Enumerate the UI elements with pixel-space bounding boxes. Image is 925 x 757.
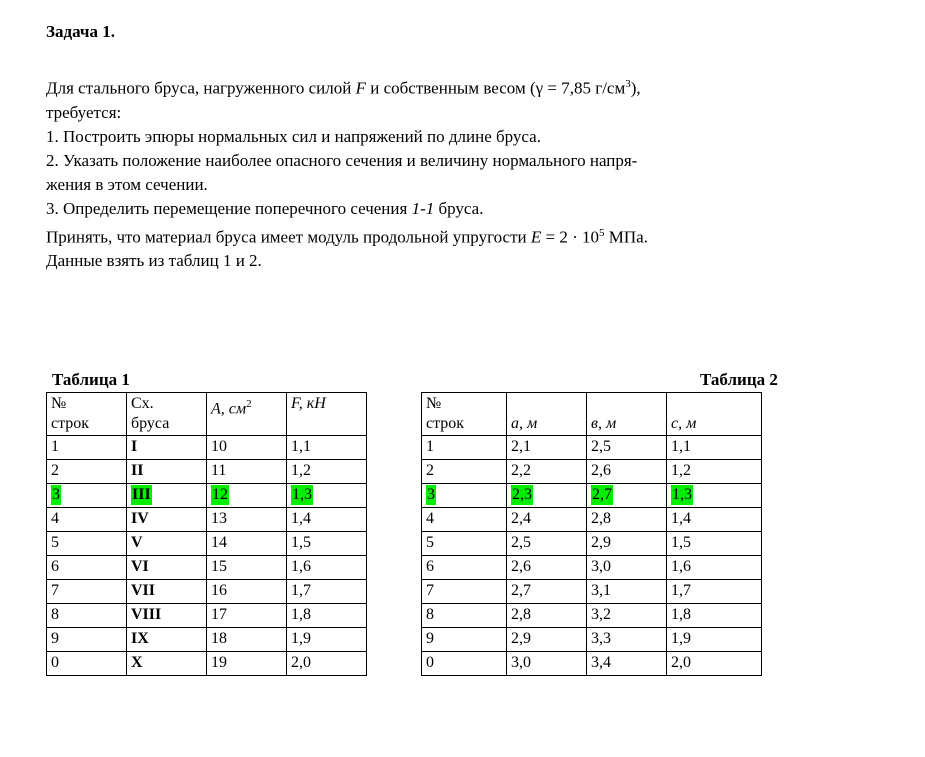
t2-cell-c: 2,0 — [667, 652, 762, 676]
t1-cell-row-number: 5 — [47, 532, 127, 556]
tables-separator — [367, 460, 422, 484]
t2-cell-c — [667, 484, 762, 508]
t1-cell-area-value: 12 — [212, 486, 228, 503]
t1-cell-force: 1,8 — [287, 604, 367, 628]
t2-header-v — [587, 393, 667, 436]
t2-cell-c: 1,5 — [667, 532, 762, 556]
t1-header-scheme-line2: бруса — [131, 415, 170, 432]
statement-line-4: 2. Указать положение наиболее опасного сечения и величину нормального напря- — [46, 150, 638, 170]
statement-line-8: Данные взять из таблиц 1 и 2. — [46, 251, 262, 271]
t1-header-force-line1: F, кН — [291, 395, 326, 412]
t2-cell-a: 2,5 — [507, 532, 587, 556]
t2-header-c — [667, 393, 762, 436]
t2-cell-row-number — [422, 484, 507, 508]
t1-header-area — [207, 393, 287, 436]
statement-line-7-part-c: МПа. — [604, 227, 648, 247]
t2-cell-a — [507, 484, 587, 508]
statement-line-1-part-b: и собственным весом (γ = 7,85 г/см — [365, 78, 626, 98]
t1-cell-scheme: II — [127, 460, 207, 484]
t2-cell-c: 1,8 — [667, 604, 762, 628]
t1-cell-area: 11 — [207, 460, 287, 484]
t1-cell-row-number: 1 — [47, 436, 127, 460]
statement-line-6 — [46, 197, 896, 221]
t1-header-force — [287, 393, 367, 436]
table-row — [47, 532, 762, 556]
t2-header-a — [507, 393, 587, 436]
t1-cell-force: 1,4 — [287, 508, 367, 532]
t1-cell-force: 2,0 — [287, 652, 367, 676]
table-header-row — [47, 393, 762, 436]
table-row — [47, 436, 762, 460]
t2-cell-v: 2,6 — [587, 460, 667, 484]
t1-cell-area: 18 — [207, 628, 287, 652]
tables-separator — [367, 580, 422, 604]
table-row — [47, 604, 762, 628]
t1-cell-scheme: I — [127, 436, 207, 460]
t2-cell-row-number: 7 — [422, 580, 507, 604]
t1-cell-area: 15 — [207, 556, 287, 580]
t1-cell-scheme — [127, 484, 207, 508]
t2-cell-row-number: 1 — [422, 436, 507, 460]
t1-cell-force: 1,2 — [287, 460, 367, 484]
table-row — [47, 580, 762, 604]
statement-line-6-part-a: 3. Определить перемещение поперечного сечения — [46, 198, 412, 218]
statement-line-7-part-b: = 2 · 10 — [541, 227, 600, 247]
t1-cell-scheme: IX — [127, 628, 207, 652]
t1-cell-row-number: 6 — [47, 556, 127, 580]
statement-line-6-part-b: бруса. — [434, 198, 484, 218]
t2-cell-row-number: 0 — [422, 652, 507, 676]
statement-line-7 — [46, 221, 896, 250]
table-row — [47, 508, 762, 532]
t1-cell-row-number: 7 — [47, 580, 127, 604]
t1-cell-area: 10 — [207, 436, 287, 460]
t1-cell-scheme-value: III — [132, 486, 151, 503]
t2-cell-v — [587, 484, 667, 508]
t2-cell-v: 2,9 — [587, 532, 667, 556]
statement-line-1 — [46, 72, 896, 101]
table-row-highlighted — [47, 484, 762, 508]
t2-cell-v: 3,4 — [587, 652, 667, 676]
t2-cell-row-number: 2 — [422, 460, 507, 484]
statement-line-1-part-a: Для стального бруса, нагруженного силой — [46, 78, 356, 98]
t2-cell-v-value: 2,7 — [592, 486, 612, 503]
t1-cell-row-number: 0 — [47, 652, 127, 676]
t1-cell-row-number: 8 — [47, 604, 127, 628]
tables-separator — [367, 484, 422, 508]
t2-header-c-line1: c, м — [671, 415, 697, 432]
t1-header-scheme-line1: Сх. — [131, 395, 154, 412]
tables-separator — [367, 652, 422, 676]
t1-cell-row-number: 2 — [47, 460, 127, 484]
statement-line-5: жения в этом сечении. — [46, 174, 208, 194]
statement-line-1-part-c: ), — [630, 78, 641, 98]
t2-cell-c-value: 1,3 — [672, 486, 692, 503]
t1-cell-row-number: 4 — [47, 508, 127, 532]
t1-header-row-number — [47, 393, 127, 436]
t2-cell-a: 2,4 — [507, 508, 587, 532]
t1-cell-row-number-value: 3 — [52, 486, 60, 503]
t1-cell-force — [287, 484, 367, 508]
t1-cell-area: 14 — [207, 532, 287, 556]
t1-cell-force: 1,6 — [287, 556, 367, 580]
statement-line-1-superscript: 3 — [625, 78, 631, 90]
t2-cell-a: 2,2 — [507, 460, 587, 484]
symbol-force-F: F — [355, 78, 366, 98]
t2-header-row-number-line2: строк — [426, 415, 465, 432]
statement-line-3: 1. Построить эпюры нормальных сил и напряжений по длине бруса. — [46, 126, 541, 146]
t2-header-a-line1: a, м — [511, 415, 538, 432]
tables-separator — [367, 628, 422, 652]
statement-line-7-superscript: 5 — [599, 226, 605, 239]
t1-header-row-number-line1: № — [51, 395, 67, 412]
table-row — [47, 556, 762, 580]
table-row — [47, 652, 762, 676]
t2-cell-c: 1,2 — [667, 460, 762, 484]
t2-header-v-line1: в, м — [591, 415, 617, 432]
t2-cell-v: 3,3 — [587, 628, 667, 652]
symbol-modulus-E: E — [530, 227, 542, 247]
t2-cell-c: 1,7 — [667, 580, 762, 604]
t1-cell-row-number: 9 — [47, 628, 127, 652]
t1-cell-area: 13 — [207, 508, 287, 532]
t1-cell-area — [207, 484, 287, 508]
t2-cell-row-number: 5 — [422, 532, 507, 556]
tables-separator — [367, 508, 422, 532]
t1-cell-scheme: VI — [127, 556, 207, 580]
t2-header-row-number-line1: № — [426, 395, 442, 412]
tables-container — [46, 392, 886, 676]
t2-cell-row-number: 6 — [422, 556, 507, 580]
t2-cell-a: 3,0 — [507, 652, 587, 676]
t2-cell-row-number-value: 3 — [427, 486, 435, 503]
t1-cell-force-value: 1,3 — [292, 486, 312, 503]
t2-cell-v: 3,1 — [587, 580, 667, 604]
t1-cell-area: 17 — [207, 604, 287, 628]
t1-cell-force: 1,9 — [287, 628, 367, 652]
t2-cell-a: 2,1 — [507, 436, 587, 460]
t1-header-area-sup: 2 — [246, 398, 252, 410]
t1-header-row-number-line2: строк — [51, 415, 90, 432]
table-1-caption: Таблица 1 — [52, 370, 130, 389]
table-row — [47, 628, 762, 652]
t1-cell-scheme: VIII — [127, 604, 207, 628]
t2-cell-a: 2,6 — [507, 556, 587, 580]
t2-cell-a-value: 2,3 — [512, 486, 532, 503]
t2-cell-row-number: 4 — [422, 508, 507, 532]
t1-cell-scheme: V — [127, 532, 207, 556]
t1-cell-force: 1,5 — [287, 532, 367, 556]
t2-cell-a: 2,8 — [507, 604, 587, 628]
t2-header-row-number — [422, 393, 507, 436]
table-2-caption: Таблица 2 — [700, 370, 778, 389]
t1-cell-force: 1,1 — [287, 436, 367, 460]
data-tables — [46, 392, 762, 676]
tables-separator — [367, 604, 422, 628]
tables-separator — [367, 532, 422, 556]
t2-cell-c: 1,4 — [667, 508, 762, 532]
t2-cell-v: 2,5 — [587, 436, 667, 460]
tables-separator — [367, 556, 422, 580]
section-label-1-1: 1-1 — [411, 198, 435, 218]
tables-separator — [367, 393, 422, 436]
t1-cell-scheme: VII — [127, 580, 207, 604]
t2-cell-row-number: 9 — [422, 628, 507, 652]
t1-cell-force: 1,7 — [287, 580, 367, 604]
t1-cell-scheme: IV — [127, 508, 207, 532]
t2-cell-v: 3,0 — [587, 556, 667, 580]
page-title: Задача 1. — [46, 22, 115, 41]
t1-cell-scheme: X — [127, 652, 207, 676]
t1-header-area-line1 — [211, 394, 282, 419]
t2-cell-a: 2,7 — [507, 580, 587, 604]
t2-cell-v: 2,8 — [587, 508, 667, 532]
t1-header-scheme — [127, 393, 207, 436]
t2-cell-row-number: 8 — [422, 604, 507, 628]
table-row — [47, 460, 762, 484]
t2-cell-c: 1,1 — [667, 436, 762, 460]
statement-line-2: требуется: — [46, 102, 122, 122]
t2-cell-a: 2,9 — [507, 628, 587, 652]
t2-cell-c: 1,9 — [667, 628, 762, 652]
statement-line-7-part-a: Принять, что материал бруса имеет модуль продольной упругости — [46, 227, 531, 247]
t2-cell-v: 3,2 — [587, 604, 667, 628]
t1-cell-area: 19 — [207, 652, 287, 676]
t2-cell-c: 1,6 — [667, 556, 762, 580]
t1-cell-row-number — [47, 484, 127, 508]
t1-cell-area: 16 — [207, 580, 287, 604]
problem-statement — [46, 72, 896, 273]
tables-separator — [367, 436, 422, 460]
t1-header-area-text: A, см — [211, 400, 247, 418]
